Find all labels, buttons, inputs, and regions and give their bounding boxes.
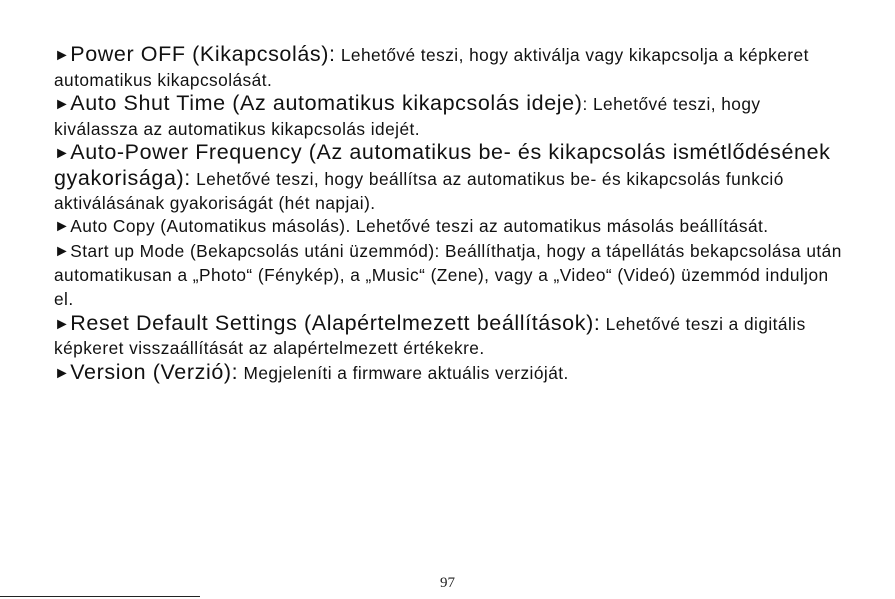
entry-body: : Lehetővé teszi, hogy kiválassza az automatikus kikapcsolás idejét. xyxy=(54,94,761,139)
entry-auto-copy xyxy=(54,215,844,240)
entry-body: Lehetővé teszi a digitális képkeret visszaállítását az alapértelmezett értékekre. xyxy=(54,313,806,359)
entry-auto-shut-time xyxy=(54,92,844,141)
arrow-bullet-icon: ► xyxy=(54,145,71,163)
entry-title: Auto Copy (Automatikus másolás). xyxy=(70,216,351,237)
arrow-bullet-icon: ► xyxy=(54,47,71,64)
footer-rule xyxy=(0,596,200,597)
settings-description-list xyxy=(54,43,844,386)
entry-reset-default-settings xyxy=(54,312,844,361)
entry-title: Auto Shut Time (Az automatikus kikapcsolás ideje) xyxy=(70,91,583,116)
entry-body: Megjeleníti a firmware aktuális verzióját. xyxy=(238,362,569,383)
entry-version xyxy=(54,361,844,387)
arrow-bullet-icon: ► xyxy=(54,242,71,260)
arrow-bullet-icon: ► xyxy=(54,96,71,114)
arrow-bullet-icon: ► xyxy=(54,364,71,382)
entry-title: Version (Verzió): xyxy=(70,359,239,384)
entry-body: Beállíthatja, hogy a tápellátás bekapcsolása után automatikusan a „Photo“ (Fénykép), a „Music“ (Zene), vagy a „Video“ (Videó) üzemmód induljon el. xyxy=(54,240,842,309)
page-number: 97 xyxy=(440,575,455,591)
entry-title: Reset Default Settings (Alapértelmezett beállítások): xyxy=(70,310,601,335)
entry-title: Auto-Power Frequency (Az automatikus be- és kikapcsolás ismétlődésének gyakorisága): xyxy=(54,140,831,190)
arrow-bullet-icon: ► xyxy=(54,315,71,333)
entry-body: Lehetővé teszi az automatikus másolás beállítását. xyxy=(350,216,769,237)
entry-power-off xyxy=(54,43,844,92)
entry-start-up-mode xyxy=(54,240,844,312)
entry-title: Start up Mode (Bekapcsolás utáni üzemmód): xyxy=(70,240,440,261)
entry-body: Lehetővé teszi, hogy beállítsa az automatikus be- és kikapcsolás funkció aktiválásának gyakoriságát (hét napjai). xyxy=(54,168,784,213)
entry-body: Lehetővé teszi, hogy aktiválja vagy kikapcsolja a képkeret automatikus kikapcsolását. xyxy=(54,45,809,90)
arrow-bullet-icon: ► xyxy=(54,218,71,236)
entry-auto-power-frequency xyxy=(54,141,844,215)
entry-title: Power OFF (Kikapcsolás): xyxy=(70,42,336,66)
